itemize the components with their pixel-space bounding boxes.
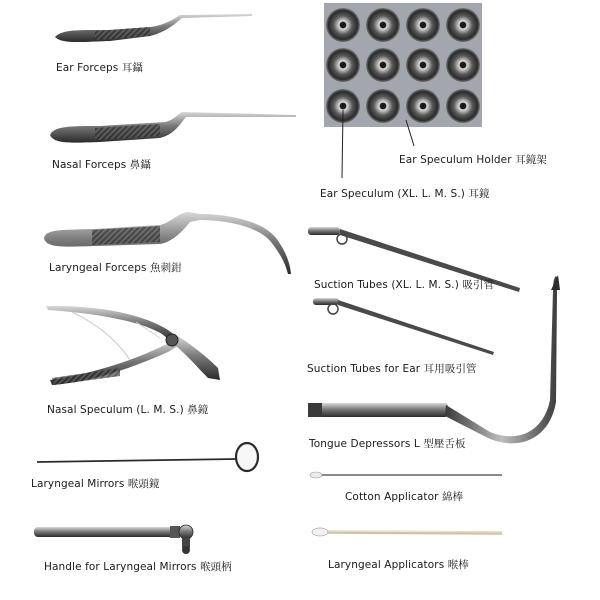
laryngeal-applicator-icon bbox=[312, 528, 502, 536]
label-nasal-speculum: Nasal Speculum (L. M. S.) 鼻鏡 bbox=[47, 404, 209, 416]
label-laryngeal-applicators: Laryngeal Applicators 喉棒 bbox=[328, 559, 469, 571]
mirror-handle-icon bbox=[34, 525, 193, 554]
tongue-depressor-icon bbox=[308, 275, 560, 443]
nasal-forceps-icon bbox=[50, 112, 296, 143]
label-ear-forceps: Ear Forceps 耳鑷 bbox=[56, 62, 144, 74]
laryngeal-mirror-icon bbox=[37, 443, 258, 471]
label-ear-speculum: Ear Speculum (XL. L. M. S.) 耳鏡 bbox=[320, 188, 490, 200]
label-nasal-forceps: Nasal Forceps 鼻鑷 bbox=[52, 159, 151, 171]
label-ear-suction-tubes: Suction Tubes for Ear 耳用吸引管 bbox=[307, 363, 477, 375]
label-mirror-handle: Handle for Laryngeal Mirrors 喉頭柄 bbox=[44, 561, 232, 573]
ear-suction-tube-icon bbox=[313, 298, 494, 355]
nasal-speculum-icon bbox=[46, 306, 220, 385]
ear-forceps-icon bbox=[55, 14, 252, 42]
label-tongue-depressors: Tongue Depressors L 型壓舌板 bbox=[309, 438, 466, 450]
label-cotton-applicator: Cotton Applicator 綿棒 bbox=[345, 491, 464, 503]
label-speculum-holder: Ear Speculum Holder 耳鏡架 bbox=[399, 154, 547, 166]
cotton-applicator-icon bbox=[310, 472, 502, 478]
label-laryngeal-forceps: Laryngeal Forceps 魚刺鉗 bbox=[49, 262, 182, 274]
speculum-holder-icon bbox=[324, 3, 482, 146]
label-suction-tubes: Suction Tubes (XL. L. M. S.) 吸引管 bbox=[314, 279, 495, 291]
label-laryngeal-mirrors: Laryngeal Mirrors 喉頭鏡 bbox=[31, 478, 160, 490]
